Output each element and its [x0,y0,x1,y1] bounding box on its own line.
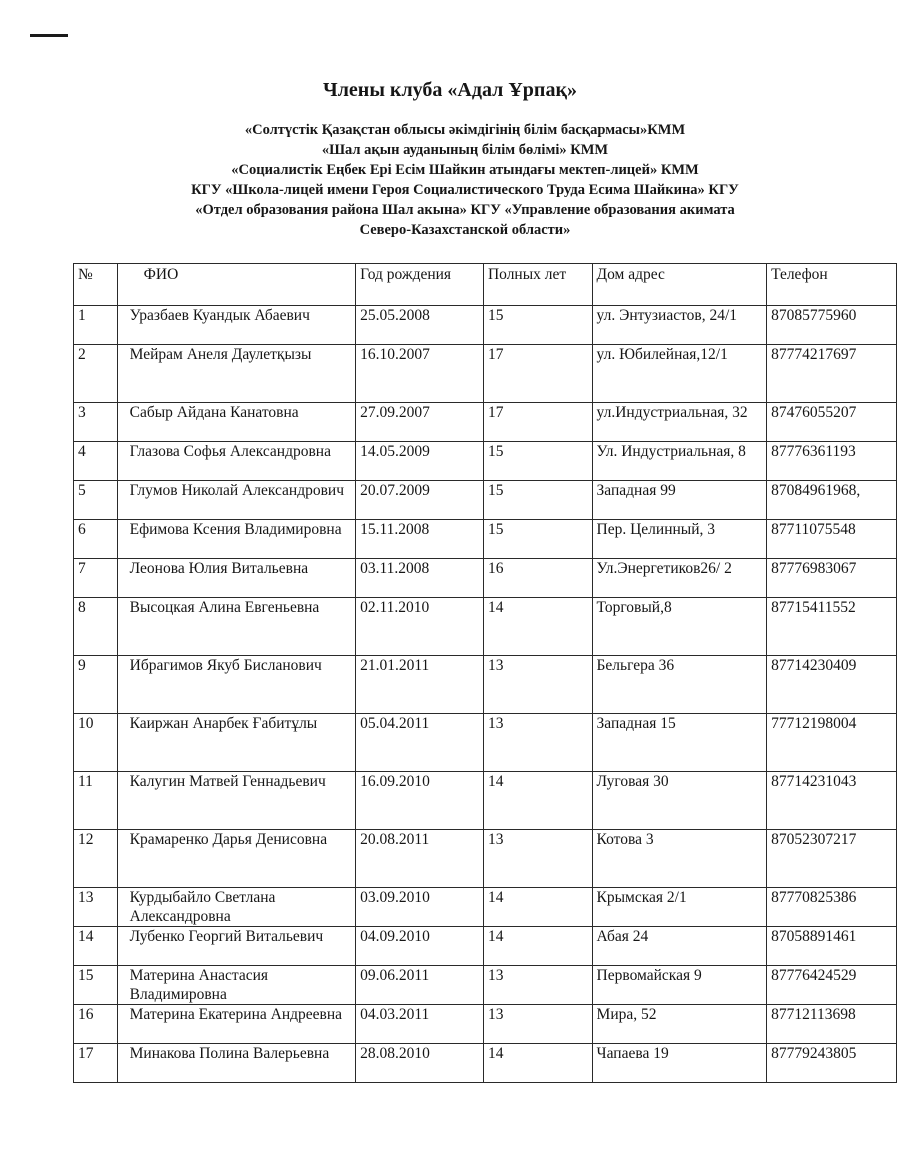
age: 15 [483,442,592,481]
phone-number: 87774217697 [767,345,897,403]
age: 14 [483,598,592,656]
home-address: Абая 24 [592,927,767,966]
member-name: Глазова Софья Александровна [117,442,355,481]
row-number: 10 [74,714,118,772]
age: 14 [483,888,592,927]
table-row [74,520,897,559]
table-row [74,481,897,520]
table-row [74,598,897,656]
header-line: «Отдел образования района Шал акына» КГУ «Управление образования акимата [195,202,735,218]
phone-number: 87058891461 [767,927,897,966]
phone-number: 87084961968, [767,481,897,520]
member-name: Лубенко Георгий Витальевич [117,927,355,966]
member-name: Ибрагимов Якуб Бисланович [117,656,355,714]
table-row [74,345,897,403]
phone-number: 87779243805 [767,1044,897,1083]
table-row [74,830,897,888]
age: 14 [483,927,592,966]
table-row [74,888,897,927]
table-body [74,306,897,1083]
member-name: Глумов Николай Александрович [117,481,355,520]
birth-date: 09.06.2011 [356,966,484,1005]
table-row [74,403,897,442]
birth-date: 16.09.2010 [356,772,484,830]
member-name: Калугин Матвей Геннадьевич [117,772,355,830]
pen-mark [30,34,68,37]
age: 13 [483,714,592,772]
birth-date: 20.07.2009 [356,481,484,520]
member-name: Курдыбайло Светлана Александровна [117,888,355,927]
age: 15 [483,520,592,559]
home-address: Котова 3 [592,830,767,888]
birth-date: 04.03.2011 [356,1005,484,1044]
home-address: Крымская 2/1 [592,888,767,927]
row-number: 6 [74,520,118,559]
phone-number: 87776361193 [767,442,897,481]
birth-date: 03.09.2010 [356,888,484,927]
birth-date: 28.08.2010 [356,1044,484,1083]
member-name: Минакова Полина Валерьевна [117,1044,355,1083]
table-row [74,442,897,481]
home-address: Чапаева 19 [592,1044,767,1083]
birth-date: 21.01.2011 [356,656,484,714]
member-name: Ефимова Ксения Владимировна [117,520,355,559]
birth-date: 15.11.2008 [356,520,484,559]
member-name: Материна Анастасия Владимировна [117,966,355,1005]
document-title: Члены клуба «Адал Ұрпақ» [323,79,577,101]
row-number: 2 [74,345,118,403]
age: 13 [483,966,592,1005]
age: 15 [483,306,592,345]
phone-number: 87052307217 [767,830,897,888]
home-address: ул. Юбилейная,12/1 [592,345,767,403]
row-number: 9 [74,656,118,714]
phone-number: 87714231043 [767,772,897,830]
column-header-age: Полных лет [483,264,592,306]
row-number: 1 [74,306,118,345]
phone-number: 87712113698 [767,1005,897,1044]
organization-header [115,120,815,240]
header-line: КГУ «Школа-лицей имени Героя Социалистического Труда Есима Шайкина» КГУ [191,182,739,198]
birth-date: 20.08.2011 [356,830,484,888]
table-row [74,1044,897,1083]
birth-date: 03.11.2008 [356,559,484,598]
phone-number: 87711075548 [767,520,897,559]
phone-number: 77712198004 [767,714,897,772]
member-name: Высоцкая Алина Евгеньевна [117,598,355,656]
column-header-phone: Телефон [767,264,897,306]
age: 14 [483,1044,592,1083]
age: 13 [483,656,592,714]
birth-date: 14.05.2009 [356,442,484,481]
phone-number: 87776424529 [767,966,897,1005]
birth-date: 04.09.2010 [356,927,484,966]
member-name: Мейрам Анеля Даулетқызы [117,345,355,403]
table-row [74,1005,897,1044]
header-line: Северо-Казахстанской области» [359,222,571,238]
row-number: 17 [74,1044,118,1083]
row-number: 11 [74,772,118,830]
column-header-address: Дом адрес [592,264,767,306]
row-number: 7 [74,559,118,598]
row-number: 14 [74,927,118,966]
home-address: Первомайская 9 [592,966,767,1005]
header-line: «Солтүстік Қазақстан облысы әкімдігінің білім басқармасы»КММ [244,122,686,138]
member-name: Каиржан Анарбек Ғабитұлы [117,714,355,772]
home-address: Ул. Индустриальная, 8 [592,442,767,481]
home-address: Западная 15 [592,714,767,772]
phone-number: 87085775960 [767,306,897,345]
age: 16 [483,559,592,598]
phone-number: 87776983067 [767,559,897,598]
home-address: Луговая 30 [592,772,767,830]
header-line: «Социалистік Еңбек Ері Есім Шайкин атындағы мектеп-лицей» КММ [231,162,699,178]
row-number: 16 [74,1005,118,1044]
member-name: Крамаренко Дарья Денисовна [117,830,355,888]
table-row [74,559,897,598]
birth-date: 27.09.2007 [356,403,484,442]
table-header-row [74,264,897,306]
row-number: 4 [74,442,118,481]
member-name: Сабыр Айдана Канатовна [117,403,355,442]
age: 15 [483,481,592,520]
phone-number: 87715411552 [767,598,897,656]
phone-number: 87770825386 [767,888,897,927]
table-row [74,927,897,966]
birth-date: 16.10.2007 [356,345,484,403]
age: 14 [483,772,592,830]
row-number: 15 [74,966,118,1005]
home-address: ул. Энтузиастов, 24/1 [592,306,767,345]
member-name: Леонова Юлия Витальевна [117,559,355,598]
birth-date: 05.04.2011 [356,714,484,772]
column-header-birth-date: Год рождения [356,264,484,306]
table-row [74,966,897,1005]
member-name: Уразбаев Куандык Абаевич [117,306,355,345]
birth-date: 02.11.2010 [356,598,484,656]
column-header-number: № [74,264,118,306]
age: 13 [483,1005,592,1044]
members-table [73,263,897,1083]
home-address: Западная 99 [592,481,767,520]
phone-number: 87476055207 [767,403,897,442]
header-line: «Шал ақын ауданының білім бөлімі» КММ [321,142,609,158]
age: 13 [483,830,592,888]
row-number: 3 [74,403,118,442]
phone-number: 87714230409 [767,656,897,714]
member-name: Материна Екатерина Андреевна [117,1005,355,1044]
table-row [74,656,897,714]
home-address: Торговый,8 [592,598,767,656]
home-address: Ул.Энергетиков26/ 2 [592,559,767,598]
age: 17 [483,403,592,442]
age: 17 [483,345,592,403]
table-row [74,714,897,772]
home-address: Бельгера 36 [592,656,767,714]
column-header-name: ФИО [117,264,355,306]
row-number: 8 [74,598,118,656]
table-row [74,772,897,830]
row-number: 5 [74,481,118,520]
home-address: ул.Индустриальная, 32 [592,403,767,442]
home-address: Мира, 52 [592,1005,767,1044]
home-address: Пер. Целинный, 3 [592,520,767,559]
row-number: 13 [74,888,118,927]
row-number: 12 [74,830,118,888]
birth-date: 25.05.2008 [356,306,484,345]
table-row [74,306,897,345]
